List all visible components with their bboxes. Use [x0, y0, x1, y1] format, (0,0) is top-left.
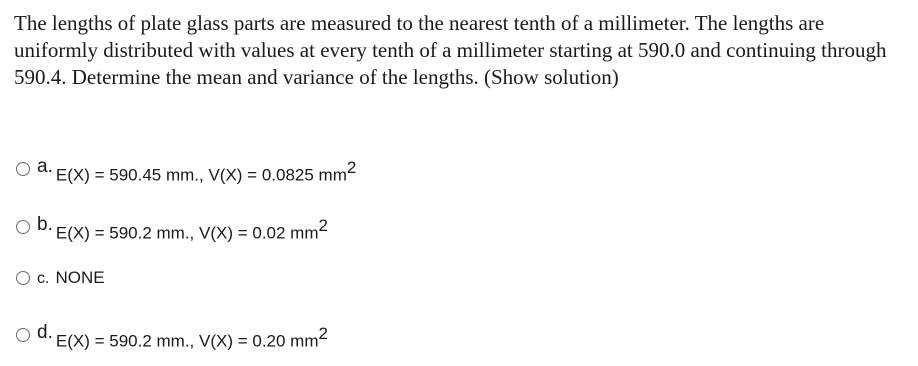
radio-button-b[interactable] [16, 220, 30, 234]
option-a[interactable] [16, 156, 356, 183]
option-d-letter: d. [37, 322, 53, 344]
option-a-label: E(X) = 590.45 mm., V(X) = 0.0825 $mm^2$ [55, 158, 357, 185]
option-c-label: NONE [55, 268, 105, 287]
question-text: The lengths of plate glass parts are measured to the nearest tenth of a millimeter. The lengths are uniformly distributed with values at every tenth of a millimeter starting at 590.0 and continuing through 590.4. Determine the mean and variance of the lengths. (Show solution) [14, 11, 887, 89]
option-b[interactable] [16, 214, 328, 241]
option-d[interactable] [16, 322, 328, 349]
option-b-letter: b. [37, 214, 53, 236]
radio-button-c[interactable] [16, 271, 30, 285]
option-a-letter: a. [37, 156, 53, 178]
option-a-exponent: 2 [346, 158, 357, 177]
option-b-exponent: 2 [318, 216, 328, 235]
radio-button-a[interactable] [16, 162, 30, 176]
option-d-label: E(X) = 590.2 mm., V(X) = 0.20 $mm^2$ [55, 324, 328, 351]
option-d-exponent: 2 [318, 324, 328, 343]
option-c-letter: c. [37, 270, 50, 287]
option-b-label: E(X) = 590.2 mm., V(X) = 0.02 $mm^2$ [55, 216, 328, 243]
radio-button-d[interactable] [16, 328, 30, 342]
option-c[interactable] [16, 268, 105, 288]
